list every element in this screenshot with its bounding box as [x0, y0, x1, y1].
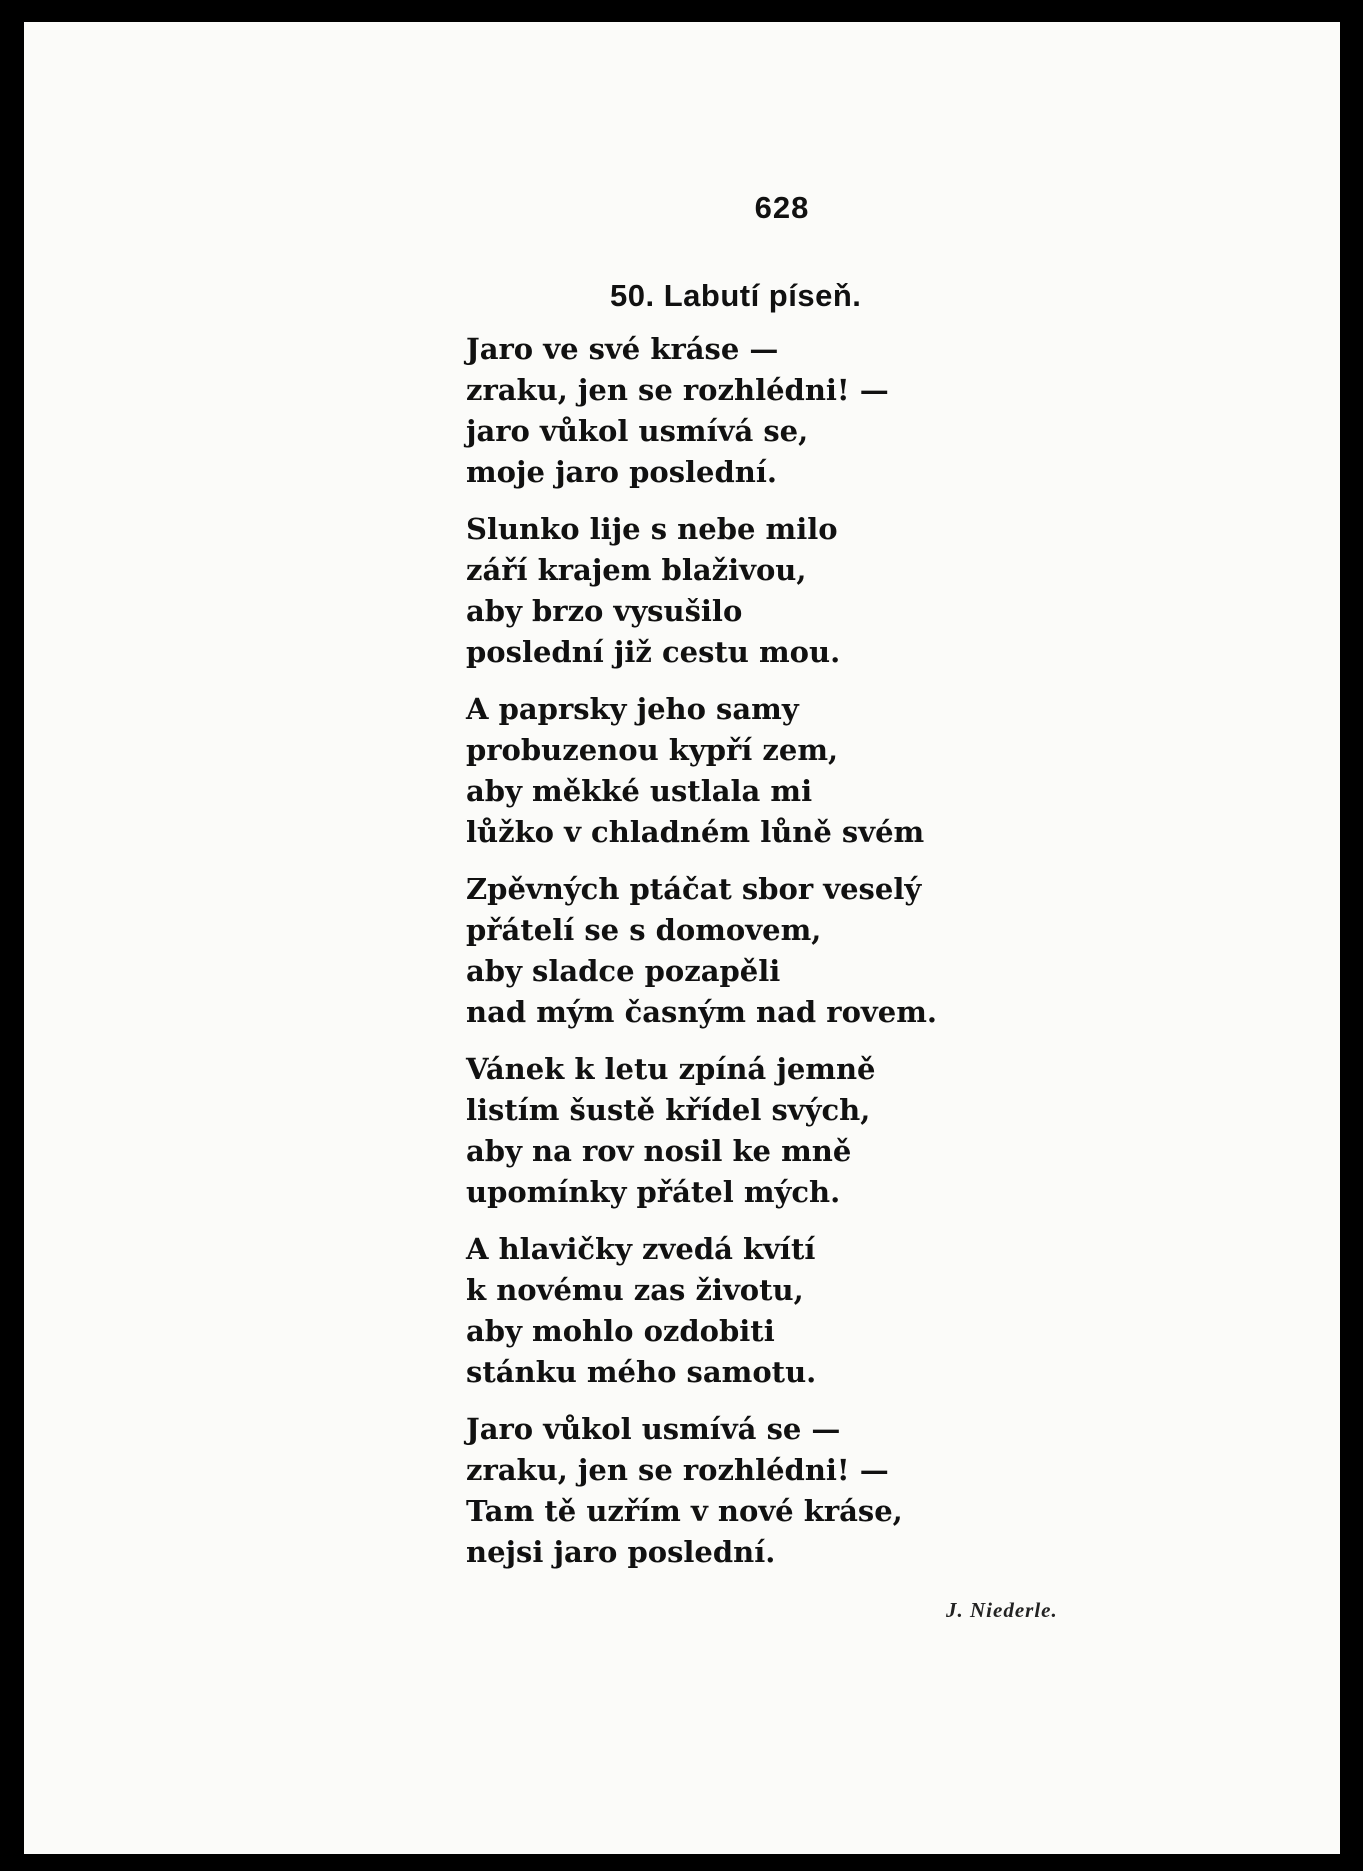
poem-line: A paprsky jeho samy — [466, 692, 799, 726]
poem-line: Vánek k letu zpíná jemně — [466, 1052, 876, 1086]
stanza-5 — [466, 1049, 937, 1213]
poem-line: listím šustě křídel svých, — [466, 1093, 871, 1127]
poem-line: stánku mého samotu. — [466, 1355, 817, 1389]
poem-line: aby brzo vysušilo — [466, 594, 743, 628]
stanza-1 — [466, 329, 937, 493]
poem-body — [466, 329, 937, 1589]
poem-line: upomínky přátel mých. — [466, 1175, 841, 1209]
stanza-4 — [466, 869, 937, 1033]
poem-line: nejsi jaro poslední. — [466, 1535, 776, 1569]
poem-line: k novému zas životu, — [466, 1273, 804, 1307]
stanza-2 — [466, 509, 937, 673]
poem-line: aby na rov nosil ke mně — [466, 1134, 852, 1168]
poem-line: aby sladce pozapěli — [466, 954, 781, 988]
poem-line: lůžko v chladném lůně svém — [466, 815, 925, 849]
poem-line: Zpěvných ptáčat sbor veselý — [466, 872, 922, 906]
poem-line: zraku, jen se rozhlédni! — — [466, 373, 889, 407]
poem-line: aby měkké ustlala mi — [466, 774, 813, 808]
page-sheet — [24, 22, 1340, 1854]
poem-line: aby mohlo ozdobiti — [466, 1314, 775, 1348]
poem-line: A hlavičky zvedá kvítí — [466, 1232, 816, 1266]
poem-line: září krajem blaživou, — [466, 553, 807, 587]
poem-line: poslední již cestu mou. — [466, 635, 841, 669]
poem-line: Jaro ve své kráse — — [466, 332, 779, 366]
poem-line: Slunko lije s nebe milo — [466, 512, 838, 546]
author-signature: J. Niederle. — [946, 1598, 1058, 1622]
page-number: 628 — [754, 190, 810, 225]
poem-title: 50. Labutí píseň. — [610, 278, 862, 313]
poem-line: Tam tě uzřím v nové kráse, — [466, 1494, 903, 1528]
poem-line: přátelí se s domovem, — [466, 913, 822, 947]
stanza-3 — [466, 689, 937, 853]
poem-line: probuzenou kypří zem, — [466, 733, 839, 767]
poem-line: zraku, jen se rozhlédni! — — [466, 1453, 889, 1487]
stanza-7 — [466, 1409, 937, 1573]
poem-line: nad mým časným nad rovem. — [466, 995, 938, 1029]
poem-line: Jaro vůkol usmívá se — — [466, 1412, 841, 1446]
poem-line: jaro vůkol usmívá se, — [466, 414, 809, 448]
stanza-6 — [466, 1229, 937, 1393]
poem-line: moje jaro poslední. — [466, 455, 777, 489]
